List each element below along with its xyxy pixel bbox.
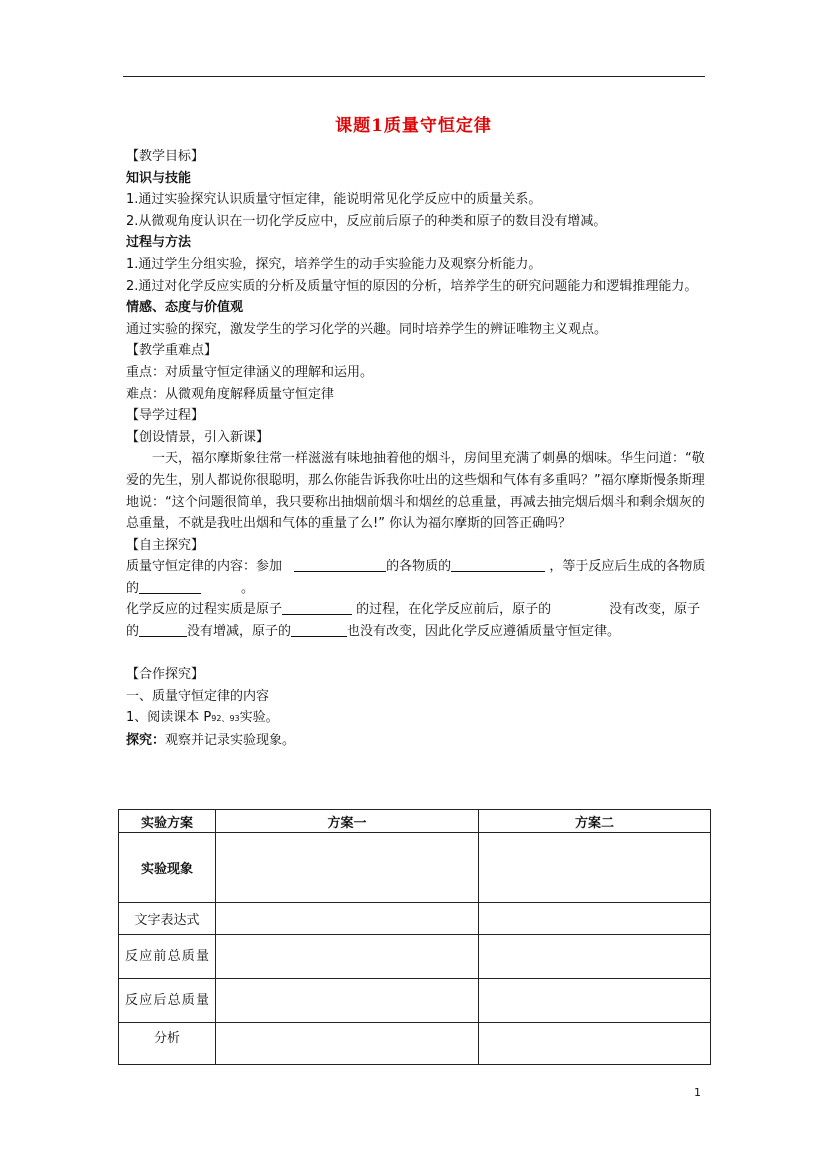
process-title: 过程与方法 — [126, 235, 192, 251]
keypoint-difficulty: 难点：从微观角度解释质量守恒定律 — [126, 386, 335, 402]
objectives-header: 【教学目标】 — [126, 149, 205, 164]
law-text-d: 。 — [241, 580, 255, 596]
law-sentence — [126, 556, 710, 599]
law-text-c: ，等于反应后生成的各物质的 — [126, 559, 706, 596]
cell-expression-1[interactable] — [216, 903, 479, 935]
intro-text: 一天，福尔摩斯象往常一样滋滋有味地抽着他的烟斗，房间里充满了刺鼻的烟味。华生问道：“敬爱的先生，别人都说你很聪明，那么你能告诉我你吐出的这些烟和气体有多重吗？”福尔摩斯慢条斯理地说：“这个问题很简单，我只要称出抽烟前烟斗和烟丝的总重量，再减去抽完烟后烟斗和剩余烟灰的总重量，不就是我吐出烟和气体的重量了么!” 你认为福尔摩斯的回答正确吗？ — [126, 451, 705, 532]
knowledge-item-1: 1.通过实验探究认识质量守恒定律，能说明常见化学反应中的质量关系。 — [126, 192, 542, 208]
cell-mass-after-1[interactable] — [216, 979, 479, 1023]
cell-analysis-2[interactable] — [479, 1023, 711, 1065]
table-row — [119, 833, 711, 903]
read-page-1: 92 — [211, 714, 222, 724]
read-text-b: 实验。 — [239, 710, 279, 726]
essence-text-b: 的过程，在化学反应前后，原子的 — [356, 602, 552, 618]
read-page-sep: 、 — [221, 714, 230, 724]
page-title: 课题1质量守恒定律 — [335, 116, 492, 136]
coop-header: 【合作探究】 — [126, 667, 205, 683]
row-label-expression: 文字表达式 — [119, 903, 216, 935]
cell-expression-2[interactable] — [479, 903, 711, 935]
blank-product-mass[interactable] — [139, 579, 201, 594]
table-row — [119, 903, 711, 935]
header-plan-2: 方案二 — [479, 810, 711, 833]
table-row — [119, 979, 711, 1023]
law-text-b: 的各物质的 — [386, 559, 452, 575]
blank-mass-sum[interactable] — [451, 557, 545, 572]
self-study-header: 【自主探究】 — [126, 537, 205, 553]
intro-header: 【创设情景，引入新课】 — [126, 429, 270, 445]
cell-phenomenon-2[interactable] — [479, 833, 711, 903]
read-text-a: 1、阅读课本 P — [126, 710, 212, 726]
keypoints-header: 【教学重难点】 — [126, 343, 218, 359]
coop-section-1: 一、质量守恒定律的内容 — [126, 688, 270, 704]
essence-sentence — [126, 599, 710, 642]
knowledge-item-2: 2.从微观角度认识在一切化学反应中，反应前后原子的种类和原子的数目没有增减。 — [126, 213, 607, 229]
document-body — [126, 146, 710, 752]
process-item-1: 1.通过学生分组实验，探究，培养学生的动手实验能力及观察分析能力。 — [126, 256, 542, 272]
essence-text-a: 化学反应的过程实质是原子 — [126, 602, 283, 618]
blank-atom-number[interactable] — [139, 622, 187, 637]
read-instruction — [126, 707, 710, 730]
explore-text: 观察并记录实验现象。 — [165, 733, 296, 749]
cell-mass-before-1[interactable] — [216, 935, 479, 979]
table-row — [119, 935, 711, 979]
table-header-row — [119, 810, 711, 833]
header-plan-1: 方案一 — [216, 810, 479, 833]
emotion-text: 通过实验的探究，激发学生的学习化学的兴趣。同时培养学生的辨证唯物主义观点。 — [126, 321, 608, 337]
keypoint-focus: 重点：对质量守恒定律涵义的理解和运用。 — [126, 364, 374, 380]
read-page-2: 93 — [229, 714, 240, 724]
cell-analysis-1[interactable] — [216, 1023, 479, 1065]
row-label-mass-before: 反应前总质量 — [119, 935, 216, 979]
guide-header: 【导学过程】 — [126, 408, 205, 424]
table-row — [119, 1023, 711, 1065]
cell-phenomenon-1[interactable] — [216, 833, 479, 903]
row-label-mass-after: 反应后总质量 — [119, 979, 216, 1023]
law-text-a: 质量守恒定律的内容：参加 — [126, 559, 283, 575]
blank-recombination[interactable] — [282, 600, 352, 615]
emotion-title: 情感、态度与价值观 — [126, 300, 244, 316]
knowledge-title: 知识与技能 — [126, 170, 192, 186]
row-label-phenomenon: 实验现象 — [119, 833, 216, 903]
cell-mass-before-2[interactable] — [479, 935, 711, 979]
explore-label: 探究： — [126, 733, 166, 749]
experiment-table — [118, 809, 711, 1065]
essence-text-c: 没有改变，原子的 — [126, 602, 701, 640]
essence-text-e: 也没有改变，因此化学反应遵循质量守恒定律。 — [347, 624, 621, 640]
row-label-analysis: 分析 — [119, 1023, 216, 1065]
cell-mass-after-2[interactable] — [479, 979, 711, 1023]
blank-participating[interactable] — [294, 557, 386, 572]
header-rule — [123, 76, 705, 77]
essence-text-d: 没有增减，原子的 — [187, 624, 292, 640]
page-number: 1 — [694, 1086, 701, 1099]
header-plan: 实验方案 — [119, 810, 216, 833]
blank-atom-mass[interactable] — [291, 622, 347, 637]
explore-line — [126, 730, 710, 752]
process-item-2: 2.通过对化学反应实质的分析及质量守恒的原因的分析，培养学生的研究问题能力和逻辑推理能力。 — [126, 278, 698, 294]
